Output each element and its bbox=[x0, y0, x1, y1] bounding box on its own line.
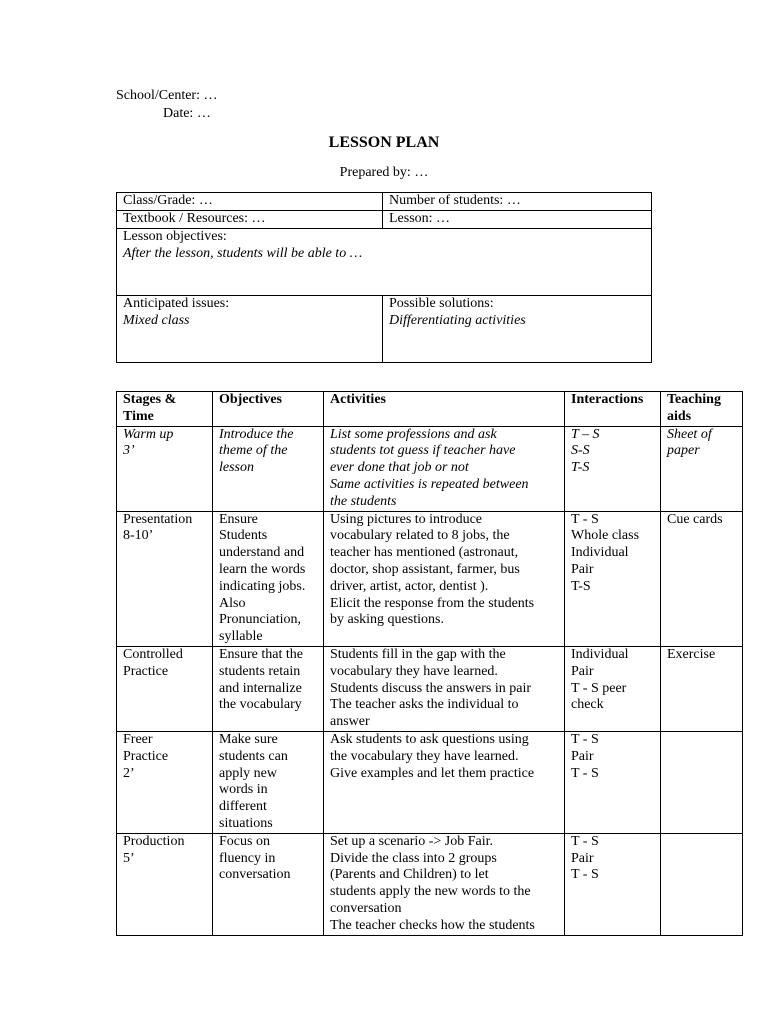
objectives-label: Lesson objectives: bbox=[123, 229, 227, 244]
interactions-cell: T - S Pair T - S bbox=[565, 731, 661, 833]
stage-cell: Freer Practice 2’ bbox=[117, 731, 213, 833]
lesson-stages-table bbox=[116, 391, 743, 936]
teaching-aids-cell: Sheet of paper bbox=[661, 426, 743, 511]
number-of-students-cell: Number of students: … bbox=[389, 193, 521, 208]
prepared-by-line: Prepared by: … bbox=[339, 165, 429, 180]
stage-cell: Warm up 3’ bbox=[117, 426, 213, 511]
stage-cell: Controlled Practice bbox=[117, 646, 213, 731]
activities-cell: Students fill in the gap with the vocabulary they have learned. Students discuss the answers in pair The teacher asks the individual to answer bbox=[324, 646, 565, 731]
teaching-aids-cell bbox=[661, 731, 743, 833]
stage-cell: Production 5’ bbox=[117, 833, 213, 935]
interactions-cell: T – S S-S T-S bbox=[565, 426, 661, 511]
objectives-cell: Ensure that the students retain and internalize the vocabulary bbox=[213, 646, 324, 731]
objectives-cell: Ensure Students understand and learn the words indicating jobs. Also Pronunciation, syllable bbox=[213, 511, 324, 646]
table-row bbox=[117, 731, 743, 833]
interactions-cell: Individual Pair T - S peer check bbox=[565, 646, 661, 731]
header-objectives: Objectives bbox=[213, 392, 324, 427]
table-row bbox=[117, 833, 743, 935]
header-stages-time: Stages & Time bbox=[117, 392, 213, 427]
date-line: Date: … bbox=[163, 106, 211, 121]
page-title: LESSON PLAN bbox=[328, 134, 440, 151]
activities-cell: Set up a scenario -> Job Fair. Divide the class into 2 groups (Parents and Children) to let students apply the new words to the conversation The teacher checks how the students bbox=[324, 833, 565, 935]
teaching-aids-cell: Exercise bbox=[661, 646, 743, 731]
stage-cell: Presentation 8-10’ bbox=[117, 511, 213, 646]
class-grade-cell: Class/Grade: … bbox=[123, 193, 213, 208]
teaching-aids-cell: Cue cards bbox=[661, 511, 743, 646]
lesson-info-table bbox=[116, 192, 652, 363]
header-teaching-aids: Teaching aids bbox=[661, 392, 743, 427]
objectives-value: After the lesson, students will be able to … bbox=[123, 246, 363, 261]
anticipated-issues-value: Mixed class bbox=[123, 313, 190, 328]
textbook-cell: Textbook / Resources: … bbox=[123, 211, 266, 226]
header-interactions: Interactions bbox=[565, 392, 661, 427]
objectives-cell: Introduce the theme of the lesson bbox=[213, 426, 324, 511]
table-row bbox=[117, 426, 743, 511]
table-row bbox=[117, 646, 743, 731]
table-row bbox=[117, 511, 743, 646]
interactions-cell: T - S Whole class Individual Pair T-S bbox=[565, 511, 661, 646]
possible-solutions-label: Possible solutions: bbox=[389, 296, 494, 311]
objectives-cell: Focus on fluency in conversation bbox=[213, 833, 324, 935]
anticipated-issues-label: Anticipated issues: bbox=[123, 296, 230, 311]
lesson-cell: Lesson: … bbox=[389, 211, 451, 226]
header-activities: Activities bbox=[324, 392, 565, 427]
activities-cell: Using pictures to introduce vocabulary related to 8 jobs, the teacher has mentioned (astronaut, doctor, shop assistant, farmer, bus driver, artist, actor, dentist ). Elicit the response from the students by asking questions. bbox=[324, 511, 565, 646]
teaching-aids-cell bbox=[661, 833, 743, 935]
interactions-cell: T - S Pair T - S bbox=[565, 833, 661, 935]
activities-cell: Ask students to ask questions using the vocabulary they have learned. Give examples and let them practice bbox=[324, 731, 565, 833]
objectives-cell: Make sure students can apply new words in different situations bbox=[213, 731, 324, 833]
activities-cell: List some professions and ask students tot guess if teacher have ever done that job or not Same activities is repeated between the students bbox=[324, 426, 565, 511]
possible-solutions-value: Differentiating activities bbox=[389, 313, 526, 328]
table-header-row bbox=[117, 392, 743, 427]
school-center-line: School/Center: … bbox=[116, 88, 218, 103]
